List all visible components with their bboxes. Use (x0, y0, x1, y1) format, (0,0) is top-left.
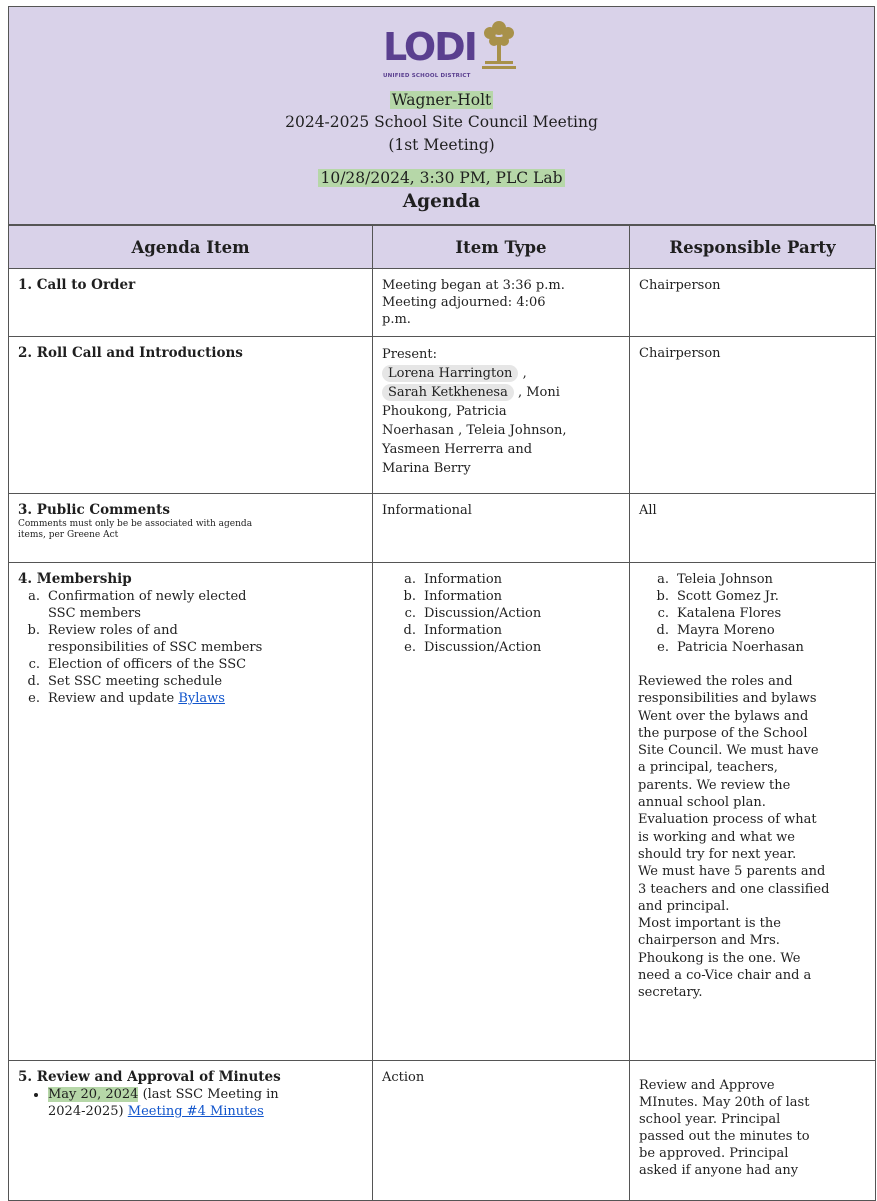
list-item: d. Information (403, 623, 503, 638)
attendee-line: Yasmeen Herrerra and (382, 442, 533, 457)
item-note: items, per Greene Act (18, 530, 119, 540)
meeting-minutes-link[interactable]: Meeting #4 Minutes (127, 1104, 264, 1119)
list-item: b. Information (403, 589, 503, 604)
bylaws-link[interactable]: Bylaws (178, 691, 225, 706)
logo-subtitle: UNIFIED SCHOOL DISTRICT (383, 73, 471, 79)
list-item: b. Scott Gomez Jr. (656, 589, 779, 604)
table-row (9, 269, 876, 337)
responsible-party: All (639, 503, 657, 518)
table-row: 5. Review and Approval of Minutes • May 20, 2024 (last SSC Meeting in 2024-2025) Meeting #4 Minutes Action Review and Approve MInutes. May 20th of last school year. Principal passed out the minutes to be approved. Principal asked if anyone had any (9, 1061, 876, 1201)
meeting-number: (1st Meeting) (388, 136, 495, 154)
list-item: a. Teleia Johnson (657, 572, 773, 587)
minutes-date: May 20, 2024 (48, 1087, 139, 1102)
responsible-party: Chairperson (639, 278, 721, 293)
present-label: Present: (382, 347, 437, 362)
type-line: Meeting adjourned: 4:06 (382, 295, 546, 310)
column-header-item-type: Item Type (373, 226, 630, 269)
agenda-title: Agenda (402, 191, 481, 212)
item-note: Comments must only be be associated with agenda (18, 519, 253, 529)
minutes-list (18, 1086, 364, 1120)
school-name: Wagner-Holt (391, 91, 492, 109)
list-item: c. Katalena Flores (657, 606, 782, 621)
agenda-item-title: 5. Review and Approval of Minutes (18, 1069, 281, 1085)
list-item: c. Election of officers of the SSC (28, 657, 247, 672)
person-chip[interactable]: Sarah Ketkhenesa (382, 384, 514, 401)
column-header-responsible-party: Responsible Party (630, 226, 876, 269)
item-type: Informational (382, 503, 472, 518)
type-line: Meeting began at 3:36 p.m. (382, 278, 565, 293)
type-list (394, 571, 621, 656)
attendee-line: Noerhasan , Teleia Johnson, (382, 423, 567, 438)
list-item: d. Mayra Moreno (656, 623, 775, 638)
responsible-party: Chairperson (639, 346, 721, 361)
list-item: b. Review roles of and responsibilities of SSC members (27, 623, 263, 655)
table-row (9, 337, 876, 494)
column-header-agenda-item: Agenda Item (9, 226, 373, 269)
list-item: e. Discussion/Action (404, 640, 542, 655)
tree-icon (479, 19, 519, 71)
agenda-table (8, 225, 876, 1201)
attendee-line: Marina Berry (382, 461, 471, 476)
table-row (9, 494, 876, 563)
table-row (9, 563, 876, 1061)
type-line: p.m. (382, 312, 411, 327)
list-item: d. Set SSC meeting schedule (27, 674, 223, 689)
attendee-line: Phoukong, Patricia (382, 404, 507, 419)
list-item: c. Discussion/Action (404, 606, 542, 621)
attendee-text: , Moni (517, 385, 560, 400)
agenda-item-title: 1. Call to Order (18, 277, 136, 293)
table-header-row (9, 226, 876, 269)
list-item: e. Review and update Bylaws (28, 691, 225, 706)
agenda-item-title: 3. Public Comments (18, 502, 170, 518)
list-item: a. Information (404, 572, 503, 587)
list-item: e. Patricia Noerhasan (657, 640, 804, 655)
agenda-header (8, 6, 875, 225)
list-item: • May 20, 2024 (last SSC Meeting in 2024-2025) Meeting #4 Minutes (48, 1086, 364, 1120)
person-chip[interactable]: Lorena Harrington (382, 365, 518, 382)
agenda-item-title: 4. Membership (18, 571, 132, 587)
party-list (647, 571, 867, 656)
item-type: Action (382, 1070, 425, 1085)
meeting-title: 2024-2025 School Site Council Meeting (285, 113, 598, 131)
meeting-datetime-location: 10/28/2024, 3:30 PM, PLC Lab (320, 169, 563, 187)
notes-block: Reviewed the roles and responsibilities and bylaws Went over the bylaws and the purpose of the School Site Council. We must have a principal, teachers, parents. We review the annual school plan. Evaluation process of what is working and what we should try for next year. We must have 5 parents and 3 teachers and one classified and principal. Most important is the chairperson and Mrs. Phoukong is the one. We need a co-Vice chair and a secretary. (638, 674, 830, 1001)
separator: , (522, 366, 527, 381)
subitem-list (18, 588, 364, 707)
logo-wordmark: LODI (383, 25, 476, 69)
list-item: a. Confirmation of newly elected SSC members (28, 589, 247, 621)
district-logo (381, 19, 541, 87)
agenda-item-title: 2. Roll Call and Introductions (18, 345, 243, 361)
